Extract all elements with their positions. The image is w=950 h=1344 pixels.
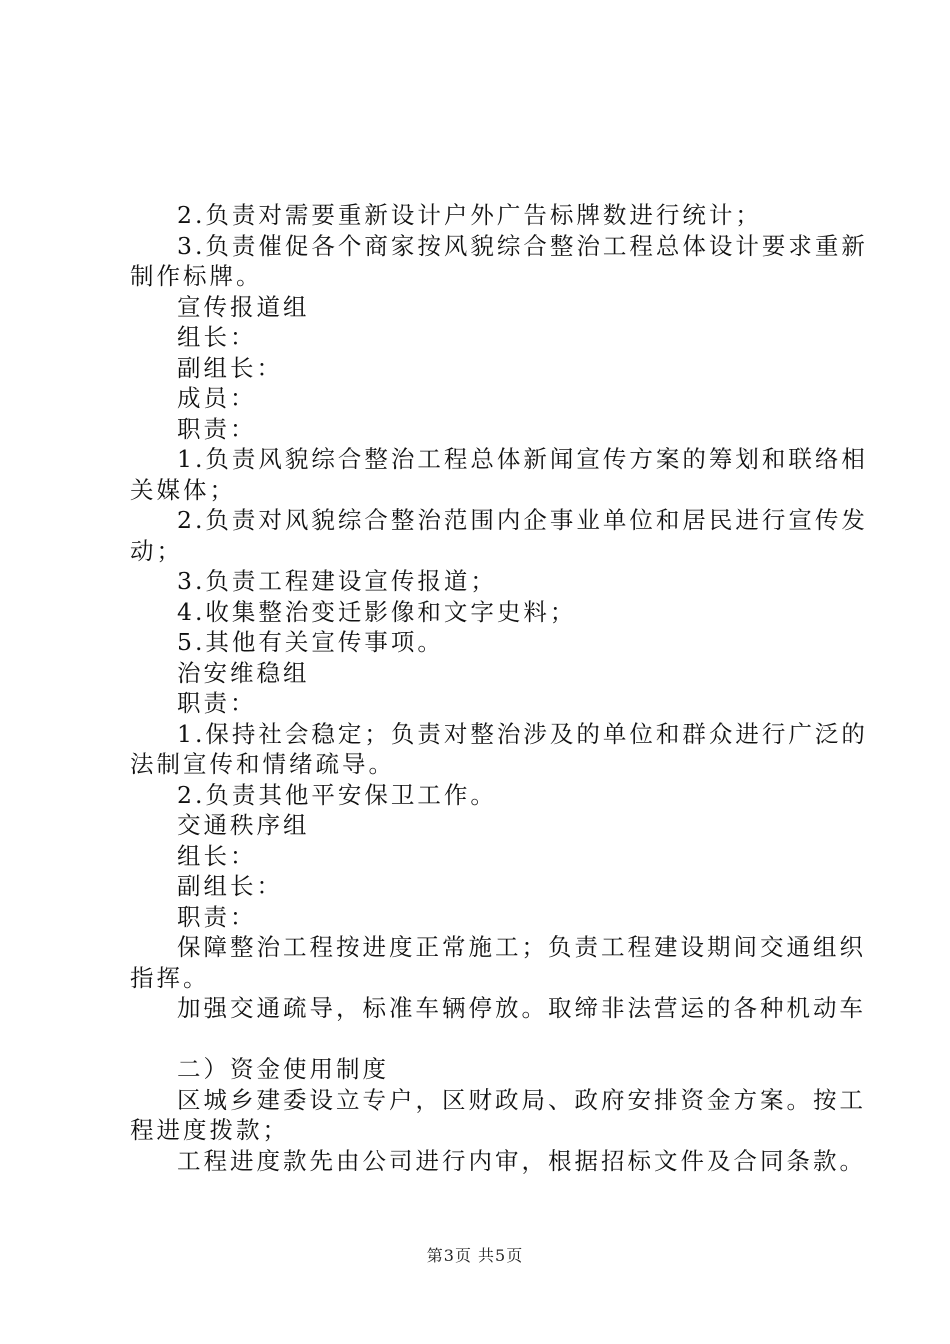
text-line: 职责： <box>177 902 257 931</box>
text-line: 保障整治工程按进度正常施工；负责工程建设期间交通组织 <box>177 933 866 961</box>
text-line: 副组长： <box>177 353 283 382</box>
text-line: 区城乡建委设立专户，区财政局、政府安排资金方案。按工 <box>177 1085 866 1114</box>
text-line: 4.收集整治变迁影像和文字史料； <box>177 597 577 626</box>
text-line: 关媒体； <box>130 475 236 504</box>
text-line: 职责： <box>177 414 257 443</box>
section-heading: 治安维稳组 <box>177 658 310 687</box>
text-line: 动； <box>130 536 183 565</box>
text-line: 2.负责对风貌综合整治范围内企事业单位和居民进行宣传发 <box>177 506 868 534</box>
text-line: 程进度拨款； <box>130 1116 289 1144</box>
section-heading: 交通秩序组 <box>177 811 310 839</box>
document-body <box>130 200 868 1176</box>
text-line: 组长： <box>177 841 257 870</box>
text-line: 加强交通疏导，标准车辆停放。取缔非法营运的各种机动车 <box>177 994 866 1022</box>
text-line: 成员： <box>177 384 257 412</box>
text-line: 1.负责风貌综合整治工程总体新闻宣传方案的筹划和联络相 <box>177 445 868 473</box>
text-line: 副组长： <box>177 872 283 900</box>
text-line: 法制宣传和情绪疏导。 <box>130 750 395 778</box>
text-line: 5.其他有关宣传事项。 <box>177 628 444 656</box>
text-line: 职责： <box>177 689 257 717</box>
text-line: 2.负责其他平安保卫工作。 <box>177 780 497 809</box>
text-line: 工程进度款先由公司进行内审，根据招标文件及合同条款。 <box>177 1146 866 1175</box>
section-heading: 二）资金使用制度 <box>177 1055 389 1083</box>
section-heading: 宣传报道组 <box>177 292 310 321</box>
blank-line <box>130 1024 830 1055</box>
text-line: 组长： <box>177 323 257 351</box>
text-line: 3.负责催促各个商家按风貌综合整治工程总体设计要求重新 <box>177 231 868 260</box>
text-line: 2.负责对需要重新设计户外广告标牌数进行统计； <box>177 201 762 229</box>
page-number-footer: 第3页 共5页 <box>426 1246 524 1265</box>
text-line: 3.负责工程建设宣传报道； <box>177 567 497 595</box>
text-line: 指挥。 <box>130 963 210 992</box>
text-line: 1.保持社会稳定；负责对整治涉及的单位和群众进行广泛的 <box>177 719 868 748</box>
text-line: 制作标牌。 <box>130 262 263 290</box>
